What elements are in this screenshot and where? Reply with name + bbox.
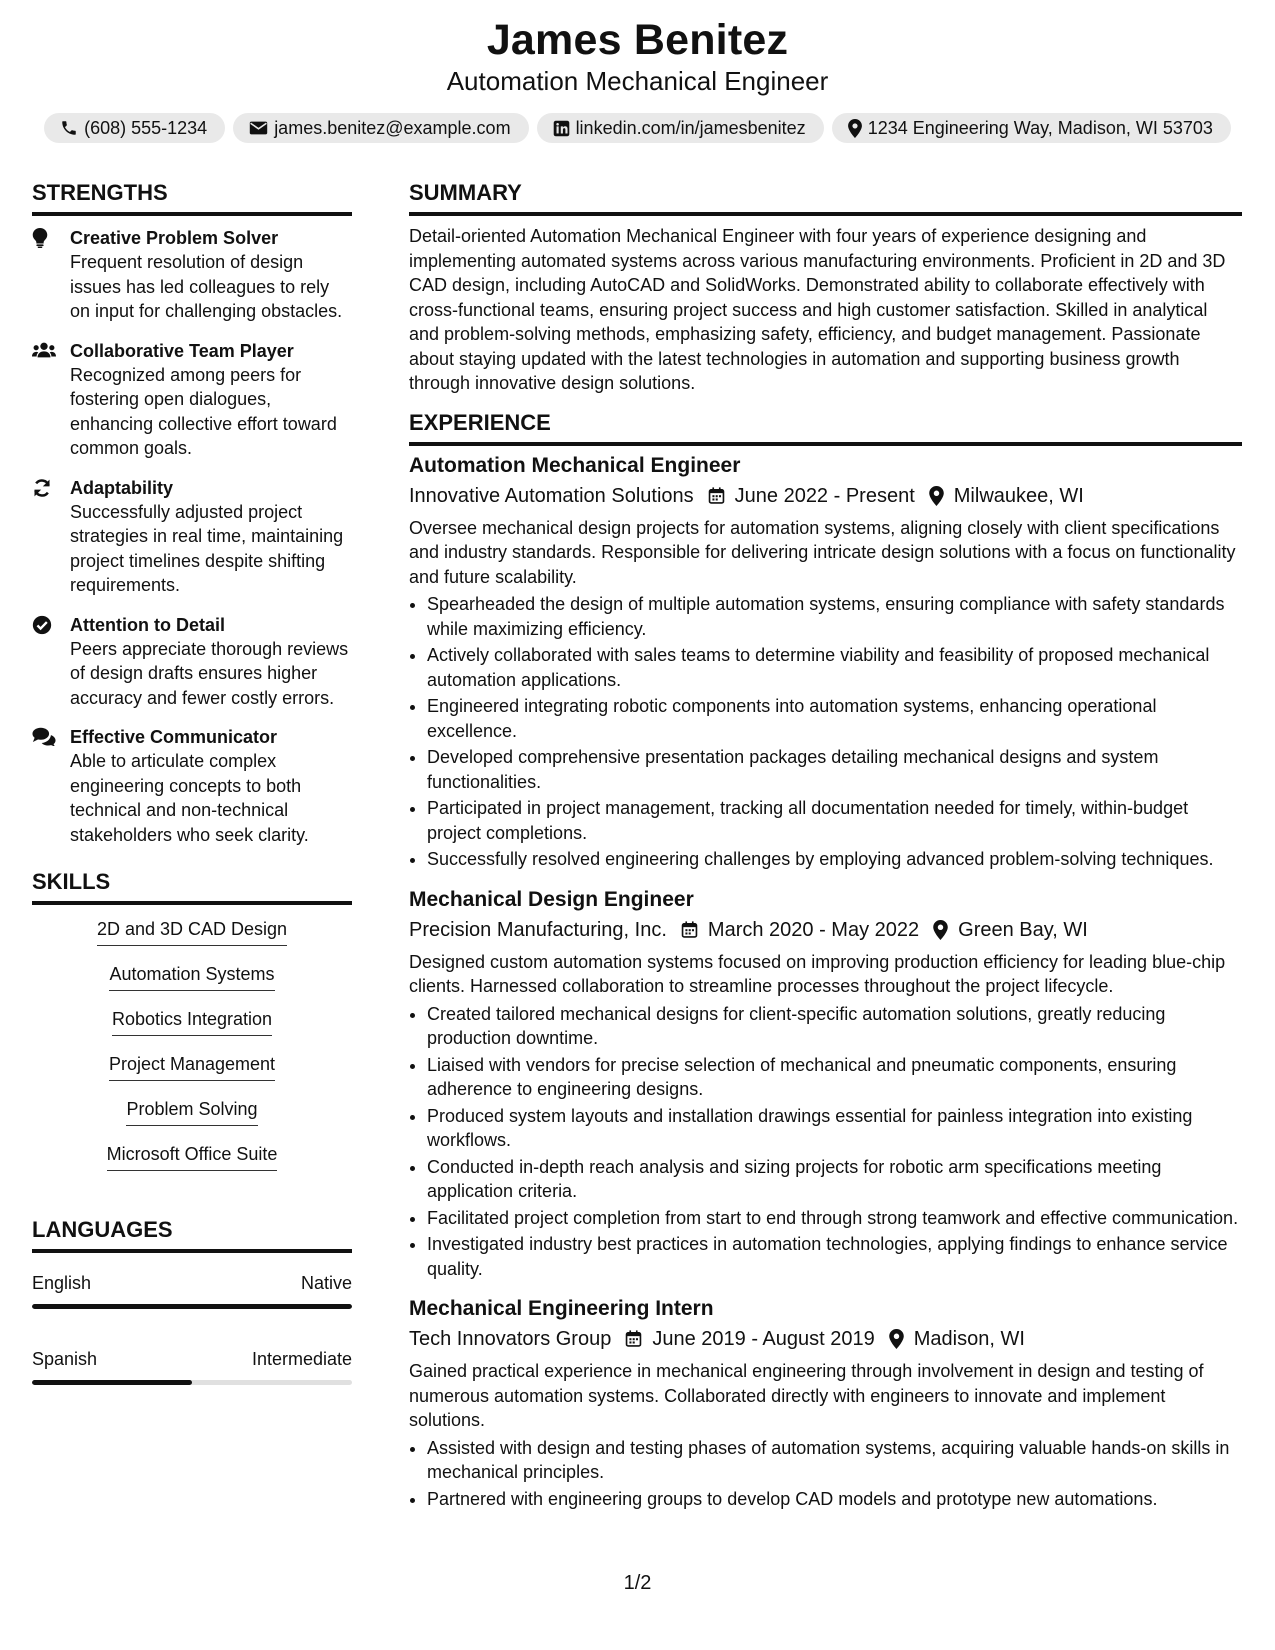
- contact-email-text: james.benitez@example.com: [274, 117, 511, 138]
- calendar-icon: [681, 921, 698, 939]
- company-name: Innovative Automation Solutions: [409, 484, 694, 507]
- job-description: Designed custom automation systems focused on improving production efficiency for leading blue-chip clients. Harnessed collaboration to streamline processes throughout the project lifecycle.: [409, 951, 1226, 996]
- skills-list: [32, 917, 352, 1187]
- strength-desc: Successfully adjusted project strategies in real time, maintaining project timelines despite shifting requirements.: [70, 501, 344, 595]
- job-description: Oversee mechanical design projects for automation systems, aligning closely with client specifications and industry standards. Responsible for delivering intricate design solutions with a focus on functionality and future scalability.: [409, 517, 1236, 587]
- language-item: [32, 1347, 352, 1385]
- candidate-title: Automation Mechanical Engineer: [446, 66, 829, 96]
- job-location: Madison, WI: [913, 1328, 1025, 1350]
- experience-bullets: [409, 592, 1242, 872]
- sync-icon: [32, 478, 52, 498]
- contact-phone-text: (608) 555-1234: [84, 117, 208, 138]
- experience-bullet: • Engineered integrating robotic components into automation systems, enhancing operational excellence.: [427, 694, 1242, 743]
- contact-linkedin[interactable]: [537, 113, 824, 143]
- strength-title: Adaptability: [70, 477, 174, 498]
- company-name: Tech Innovators Group: [409, 1328, 612, 1350]
- job-meta: [409, 1325, 1242, 1353]
- strengths-heading: STRENGTHS: [32, 180, 352, 216]
- strength-item: [32, 725, 352, 847]
- map-marker-icon: [929, 486, 944, 506]
- strength-item: [32, 476, 352, 598]
- language-proficiency-bar: [32, 1380, 352, 1385]
- strength-title: Effective Communicator: [70, 727, 278, 747]
- strength-desc: Able to articulate complex engineering concepts to both technical and non-technical stakeholders who seek clarity.: [70, 751, 309, 845]
- candidate-name: James Benitez: [486, 16, 789, 64]
- map-marker-icon: [889, 1329, 904, 1349]
- experience-bullet: • Actively collaborated with sales teams to determine viability and feasibility of proposed mechanical automation applications.: [427, 643, 1242, 692]
- language-name: English: [32, 1273, 92, 1293]
- experience-bullet: • Spearheaded the design of multiple automation systems, ensuring compliance with safety standards while maximizing efficiency.: [427, 592, 1242, 641]
- page-number: 1/2: [623, 1572, 652, 1594]
- check-circle-icon: [32, 615, 52, 635]
- language-name: Spanish: [32, 1349, 98, 1369]
- experience-bullet: • Developed comprehensive presentation packages detailing mechanical designs and system functionalities.: [427, 745, 1242, 794]
- skill-item: Project Management: [109, 1052, 275, 1081]
- skill-item: Robotics Integration: [112, 1007, 272, 1036]
- experience-bullet: • Investigated industry best practices in automation technologies, applying findings to enhance service quality.: [427, 1232, 1242, 1281]
- linkedin-icon: [553, 120, 570, 137]
- right-column: [409, 180, 1242, 1513]
- contact-phone[interactable]: [44, 113, 225, 143]
- strength-title: Creative Problem Solver: [70, 228, 279, 248]
- experience-bullet: • Participated in project management, tracking all documentation needed for timely, within-budget project completions.: [427, 796, 1242, 845]
- strengths-list: [32, 226, 352, 847]
- job-title: Mechanical Design Engineer: [409, 887, 694, 911]
- experience-bullet: • Facilitated project completion from start to end through strong teamwork and effective communication.: [427, 1206, 1242, 1231]
- job-title: Automation Mechanical Engineer: [409, 453, 741, 477]
- skill-item: 2D and 3D CAD Design: [97, 917, 287, 946]
- resume-header: [0, 14, 1275, 96]
- strength-desc: Frequent resolution of design issues has led colleagues to rely on input for challenging obstacles.: [70, 252, 343, 321]
- map-marker-icon: [848, 119, 862, 138]
- contact-address-text: 1234 Engineering Way, Madison, WI 53703: [867, 117, 1213, 138]
- job-title: Mechanical Engineering Intern: [409, 1297, 714, 1320]
- experience-bullets: [409, 1436, 1242, 1512]
- strength-desc: Peers appreciate thorough reviews of design drafts ensures higher accuracy and fewer costly errors.: [70, 638, 349, 708]
- contact-address[interactable]: [832, 113, 1231, 143]
- experience-bullet: • Partnered with engineering groups to develop CAD models and prototype new automations.: [427, 1487, 1242, 1512]
- envelope-icon: [249, 120, 268, 136]
- languages-list: [32, 1271, 352, 1385]
- experience-bullet: • Produced system layouts and installation drawings essential for painless integration into existing workflows.: [427, 1104, 1242, 1153]
- job-description: Gained practical experience in mechanical engineering through involvement in design and testing of numerous automation systems. Collaborated directly with engineers to innovate and implement solutions.: [409, 1361, 1204, 1430]
- contact-linkedin-text: linkedin.com/in/jamesbenitez: [575, 117, 806, 138]
- contact-bar: [0, 113, 1275, 143]
- experience-list: [409, 452, 1242, 1512]
- language-item: [32, 1271, 352, 1309]
- strength-item: [32, 226, 352, 324]
- strength-item: [32, 613, 352, 711]
- contact-email[interactable]: [233, 113, 528, 143]
- strength-title: Attention to Detail: [70, 614, 225, 635]
- experience-bullets: [409, 1002, 1242, 1282]
- phone-icon: [60, 119, 78, 137]
- calendar-icon: [708, 487, 725, 505]
- language-proficiency-fill: [32, 1380, 192, 1385]
- summary-heading: SUMMARY: [409, 180, 1242, 216]
- map-marker-icon: [933, 920, 948, 940]
- experience-entry: [409, 452, 1242, 872]
- experience-bullet: • Created tailored mechanical designs for client-specific automation solutions, greatly reducing production downtime.: [427, 1002, 1242, 1051]
- experience-bullet: • Liaised with vendors for precise selection of mechanical and pneumatic components, ensuring adherence to engineering designs.: [427, 1053, 1242, 1102]
- job-dates: March 2020 - May 2022: [707, 918, 920, 941]
- language-proficiency-fill: [32, 1304, 352, 1309]
- job-meta: [409, 482, 1242, 510]
- language-level: Native: [300, 1273, 352, 1293]
- job-dates: June 2019 - August 2019: [652, 1328, 875, 1350]
- job-dates: June 2022 - Present: [734, 484, 915, 507]
- experience-entry: [409, 1295, 1242, 1511]
- skill-item: Automation Systems: [109, 962, 274, 991]
- comments-icon: [32, 727, 56, 746]
- job-location: Green Bay, WI: [958, 918, 1088, 941]
- experience-bullet: • Conducted in-depth reach analysis and sizing projects for robotic arm specifications meeting application criteria.: [427, 1155, 1242, 1204]
- job-meta: [409, 916, 1242, 944]
- lightbulb-icon: [32, 228, 48, 248]
- strength-title: Collaborative Team Player: [70, 340, 294, 361]
- users-icon: [32, 341, 56, 359]
- language-proficiency-bar: [32, 1304, 352, 1309]
- skill-item: Microsoft Office Suite: [107, 1142, 278, 1171]
- language-level: Intermediate: [251, 1349, 352, 1369]
- calendar-icon: [625, 1330, 642, 1348]
- experience-heading: EXPERIENCE: [409, 410, 1242, 446]
- strength-desc: Recognized among peers for fostering open dialogues, enhancing collective effort toward common goals.: [70, 364, 337, 458]
- skills-heading: SKILLS: [32, 869, 352, 905]
- experience-entry: [409, 886, 1242, 1282]
- skill-item: Problem Solving: [126, 1097, 257, 1126]
- job-location: Milwaukee, WI: [953, 484, 1084, 507]
- left-column: [32, 180, 352, 1385]
- company-name: Precision Manufacturing, Inc.: [409, 918, 667, 941]
- strength-item: [32, 339, 352, 461]
- experience-bullet: • Assisted with design and testing phases of automation systems, acquiring valuable hands-on skills in mechanical principles.: [427, 1436, 1242, 1485]
- languages-heading: LANGUAGES: [32, 1217, 352, 1253]
- summary-text: Detail-oriented Automation Mechanical Engineer with four years of experience designing and implementing automated systems across various manufacturing environments. Proficient in 2D and 3D CAD design, including AutoCAD and SolidWorks. Demonstrated ability to collaborate effectively with cross-functional teams, ensuring project success and high customer satisfaction. Skilled in analytical and problem-solving methods, emphasizing safety, efficiency, and budget management. Passionate about staying updated with the latest technologies in automation and supporting business growth through innovative design solutions.: [409, 226, 1226, 393]
- experience-bullet: • Successfully resolved engineering challenges by employing advanced problem-solving techniques.: [427, 847, 1242, 872]
